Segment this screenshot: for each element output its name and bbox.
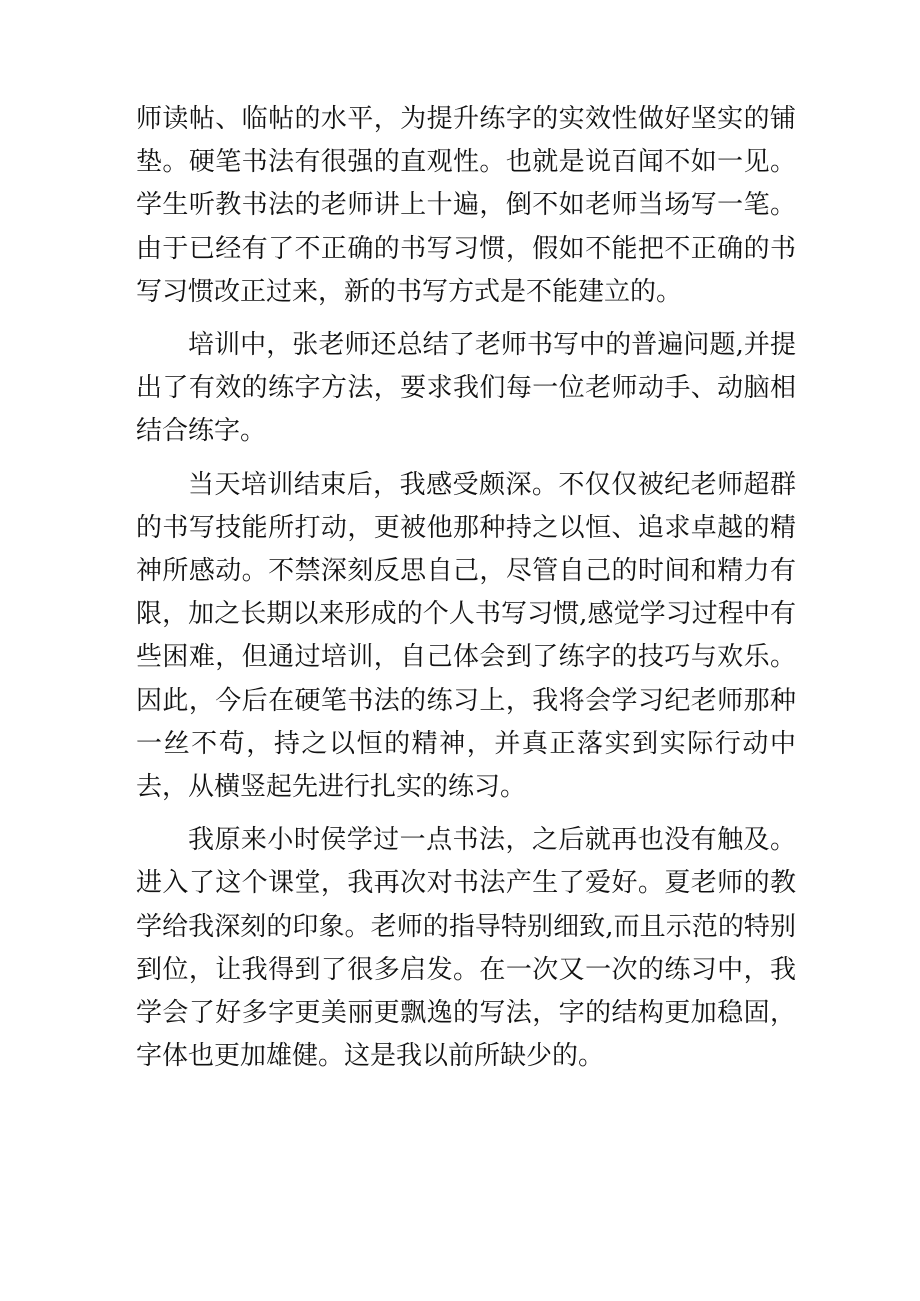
document-page: [136, 98, 796, 1088]
paragraph-2: 培训中，张老师还总结了老师书写中的普遍问题,并提出了有效的练字方法，要求我们每一位老师动手、动脑相结合练字。: [136, 330, 796, 447]
paragraph-4: 我原来小时侯学过一点书法，之后就再也没有触及。进入了这个课堂，我再次对书法产生了爱好。夏老师的教学给我深刻的印象。老师的指导特别细致,而且示范的特别到位，让我得到了很多启发。在一次又一次的练习中，我学会了好多字更美丽更飘逸的写法，字的结构更加稳固，字体也更加雄健。这是我以前所缺少的。: [136, 825, 796, 1072]
paragraph-3: 当天培训结束后，我感受颇深。不仅仅被纪老师超群的书写技能所打动，更被他那种持之以恒、追求卓越的精神所感动。不禁深刻反思自己，尽管自己的时间和精力有限，加之长期以来形成的个人书写习惯,感觉学习过程中有些困难，但通过培训，自己体会到了练字的技巧与欢乐。因此，今后在硬笔书法的练习上，我将会学习纪老师那种一丝不苟，持之以恒的精神，并真正落实到实际行动中去，从横竖起先进行扎实的练习。: [136, 469, 796, 803]
paragraph-1: 师读帖、临帖的水平，为提升练字的实效性做好坚实的铺垫。硬笔书法有很强的直观性。也就是说百闻不如一见。学生听教书法的老师讲上十遍，倒不如老师当场写一笔。由于已经有了不正确的书写习惯，假如不能把不正确的书写习惯改正过来，新的书写方式是不能建立的。: [136, 104, 796, 307]
